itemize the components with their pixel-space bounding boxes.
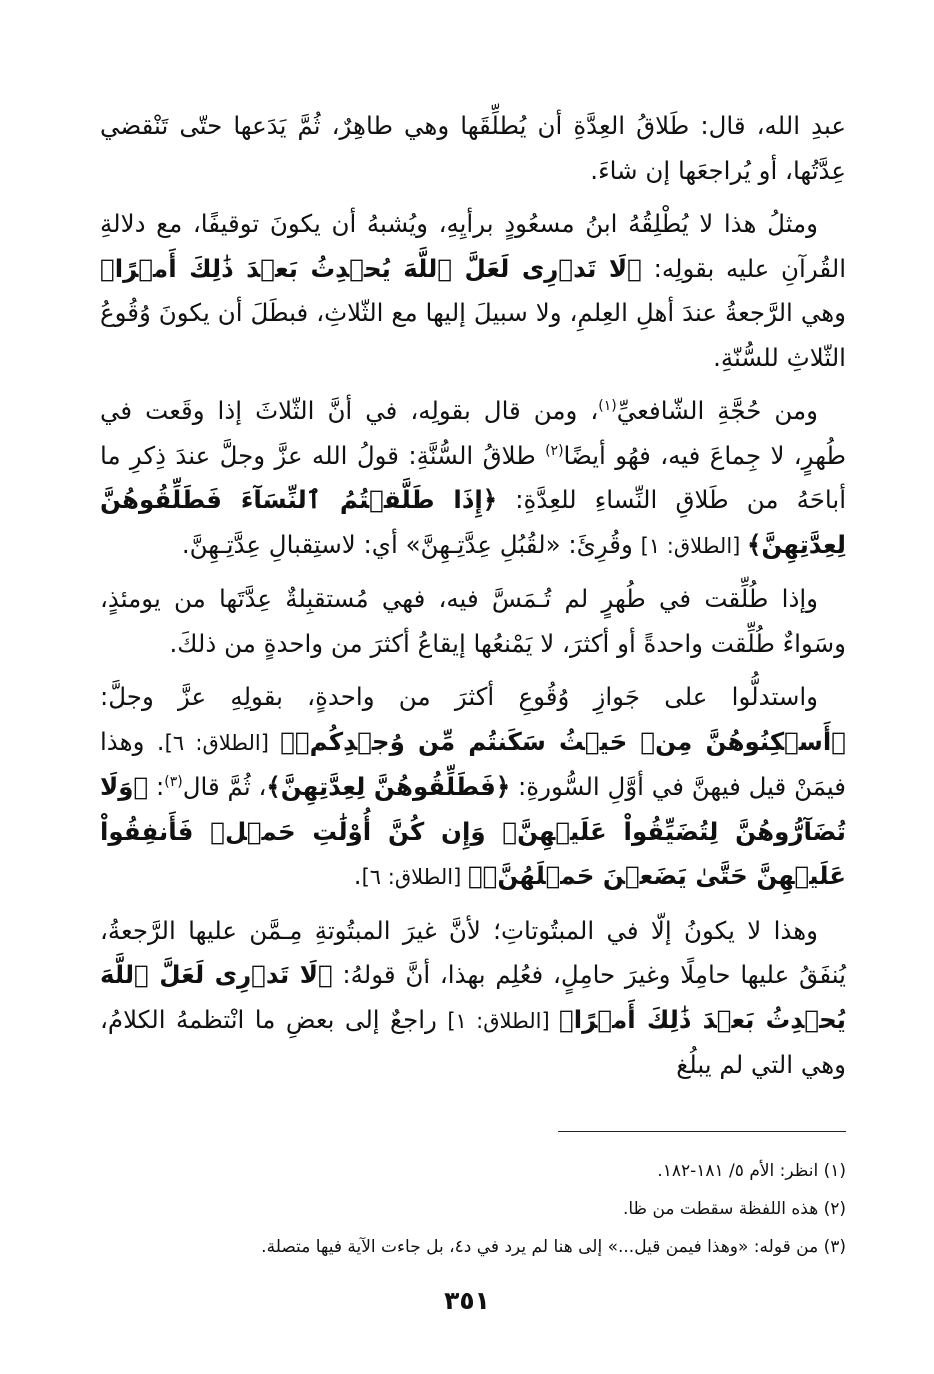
quran-verse: ﴿إِذَا طَلَّقۡتُمُ ٱلنِّسَآءَ فَطَلِّقُوهُنَّ لِعِدَّتِهِنَّ﴾ bbox=[100, 485, 846, 559]
footnote-marker: (٣) bbox=[164, 773, 183, 790]
text-run: طلاقُ السُّنَّةِ: قولُ الله عزَّ وجلَّ عندَ ذِكرِ ما أباحَهُ من طَلاقِ النِّساءِ للعِدَّةِ: bbox=[100, 440, 846, 514]
footnote-3: (٣) من قوله: «وهذا فيمن قيل...» إلى هنا لم يرد في د٤، بل جاءت الآية فيها متصلة. bbox=[261, 1237, 846, 1257]
text-run: عبدِ الله، قال: طَلاقُ العِدَّةِ أن يُطلِّقَها وهي طاهِرٌ، ثُمَّ يَدَعها حتّى تَنْقضي عِدَّتُها، أو يُراجعَها إن شاءَ. bbox=[100, 111, 846, 185]
footnote-2: (٢) هذه اللفظة سقطت من ظا. bbox=[622, 1199, 846, 1219]
text-run: : bbox=[148, 772, 165, 801]
verse-reference: [الطلاق: ٦] bbox=[361, 865, 468, 889]
page-body bbox=[100, 104, 846, 1097]
quran-verse: ﴿وَلَا تُضَآرُّوهُنَّ لِتُضَيِّقُواْ عَلَيۡهِنَّۚ وَإِن كُنَّ أُوْلَٰتِ حَمۡلٖ فَأَنفِقُواْ عَلَيۡهِنَّ حَتَّىٰ يَضَعۡنَ حَمۡلَهُنَّۚ﴾ bbox=[100, 772, 846, 890]
paragraph bbox=[100, 389, 846, 568]
paragraph bbox=[100, 909, 846, 1088]
text-run: . bbox=[353, 861, 362, 890]
footnote-separator bbox=[558, 1131, 846, 1132]
paragraph bbox=[100, 104, 846, 193]
text-run: . وهذا فيمَنْ قيل فيهنَّ في أوَّلِ السُّورةِ: bbox=[100, 726, 847, 801]
main-text bbox=[100, 104, 846, 1088]
quran-verse: ﴿أَسۡكِنُوهُنَّ مِنۡ حَيۡثُ سَكَنتُم مِّن وُجۡدِكُمۡ﴾ bbox=[280, 726, 847, 756]
quran-verse: ﴿فَطَلِّقُوهُنَّ لِعِدَّتِهِنَّ﴾ bbox=[266, 772, 511, 801]
verse-reference: [الطلاق: ٦] bbox=[164, 730, 281, 755]
text-run: واستدلُّوا على جَوازِ وُقُوعِ أكثرَ من واحدةٍ، بقولِهِ عزَّ وجلَّ: bbox=[100, 682, 818, 711]
quran-verse: ﴿لَا تَدۡرِى لَعَلَّ ٱللَّهَ يُحۡدِثُ بَعۡدَ ذَٰلِكَ أَمۡرًا﴾ bbox=[100, 960, 846, 1034]
footnotes bbox=[100, 1152, 846, 1266]
paragraph bbox=[100, 202, 846, 380]
verse-reference: [الطلاق: ١] bbox=[447, 1008, 560, 1033]
paragraph bbox=[100, 675, 846, 900]
quran-verse: ﴿لَا تَدۡرِى لَعَلَّ ٱللَّهَ يُحۡدِثُ بَعۡدَ ذَٰلِكَ أَمۡرًا﴾ bbox=[100, 253, 642, 283]
footnote-marker: (٢) bbox=[545, 442, 564, 459]
text-run: وقُرِئَ: «لقُبُلِ عِدَّتِـهِنَّ» أي: لاستِقبالِ عِدَّتِـهِنَّ. bbox=[181, 529, 641, 559]
text-run: ومثلُ هذا لا يُطْلِقُهُ ابنُ مسعُودٍ برأيِهِ، ويُشبهُ أن يكونَ توقيفًا، مع دلالةِ القُرآنِ عليه بقولِه: bbox=[100, 209, 847, 283]
text-run: ومن حُجَّةِ الشّافعيِّ bbox=[616, 396, 819, 425]
text-run: وإذا طُلِّقت في طُهرٍ لم تُـمَسَّ فيه، فهي مُستقبِلةٌ عِدَّتَها من يومئذٍ، وسَواءٌ طُلِّقت واحدةً أو أكثرَ، لا يَمْنعُها إيقاعُ أكثرَ من واحدةٍ من ذلكَ. bbox=[100, 584, 846, 658]
footnote-marker: (١) bbox=[598, 397, 617, 414]
paragraph bbox=[100, 577, 846, 666]
text-run: راجعٌ إلى بعضِ ما انْتظمهُ الكلامُ، وهي التي لم يبلُغ bbox=[100, 1004, 846, 1079]
text-run: وهي الرَّجعةُ عندَ أهلِ العِلمِ، ولا سبيلَ إليها مع الثّلاثِ، فبطَلَ أن يكونَ وُقُوعُ الثّلاثِ للسُّنّةِ. bbox=[100, 298, 846, 372]
page-number: ٣٥١ bbox=[444, 1286, 490, 1315]
footnote-1: (١) انظر: الأم ٥/ ١٨١-١٨٢. bbox=[657, 1161, 846, 1181]
text-run: ، ومن قال بقولِه، في أنَّ الثّلاثَ إذا وقَعت في طُهرٍ، لا جِماعَ فيه، فهُو أيضًا bbox=[100, 396, 846, 470]
text-run: وهذا لا يكونُ إلّا في المبتُوتاتِ؛ لأنَّ غيرَ المبتُوتةِ مِـمَّن عليها الرَّجعةُ، يُنفَقُ عليها حامِلًا وغيرَ حامِلٍ، فعُلِم بهذا، أنَّ قولهُ: bbox=[100, 915, 846, 989]
text-run: ، ثُمَّ قال bbox=[182, 772, 267, 801]
verse-reference: [الطلاق: ١] bbox=[640, 533, 748, 558]
